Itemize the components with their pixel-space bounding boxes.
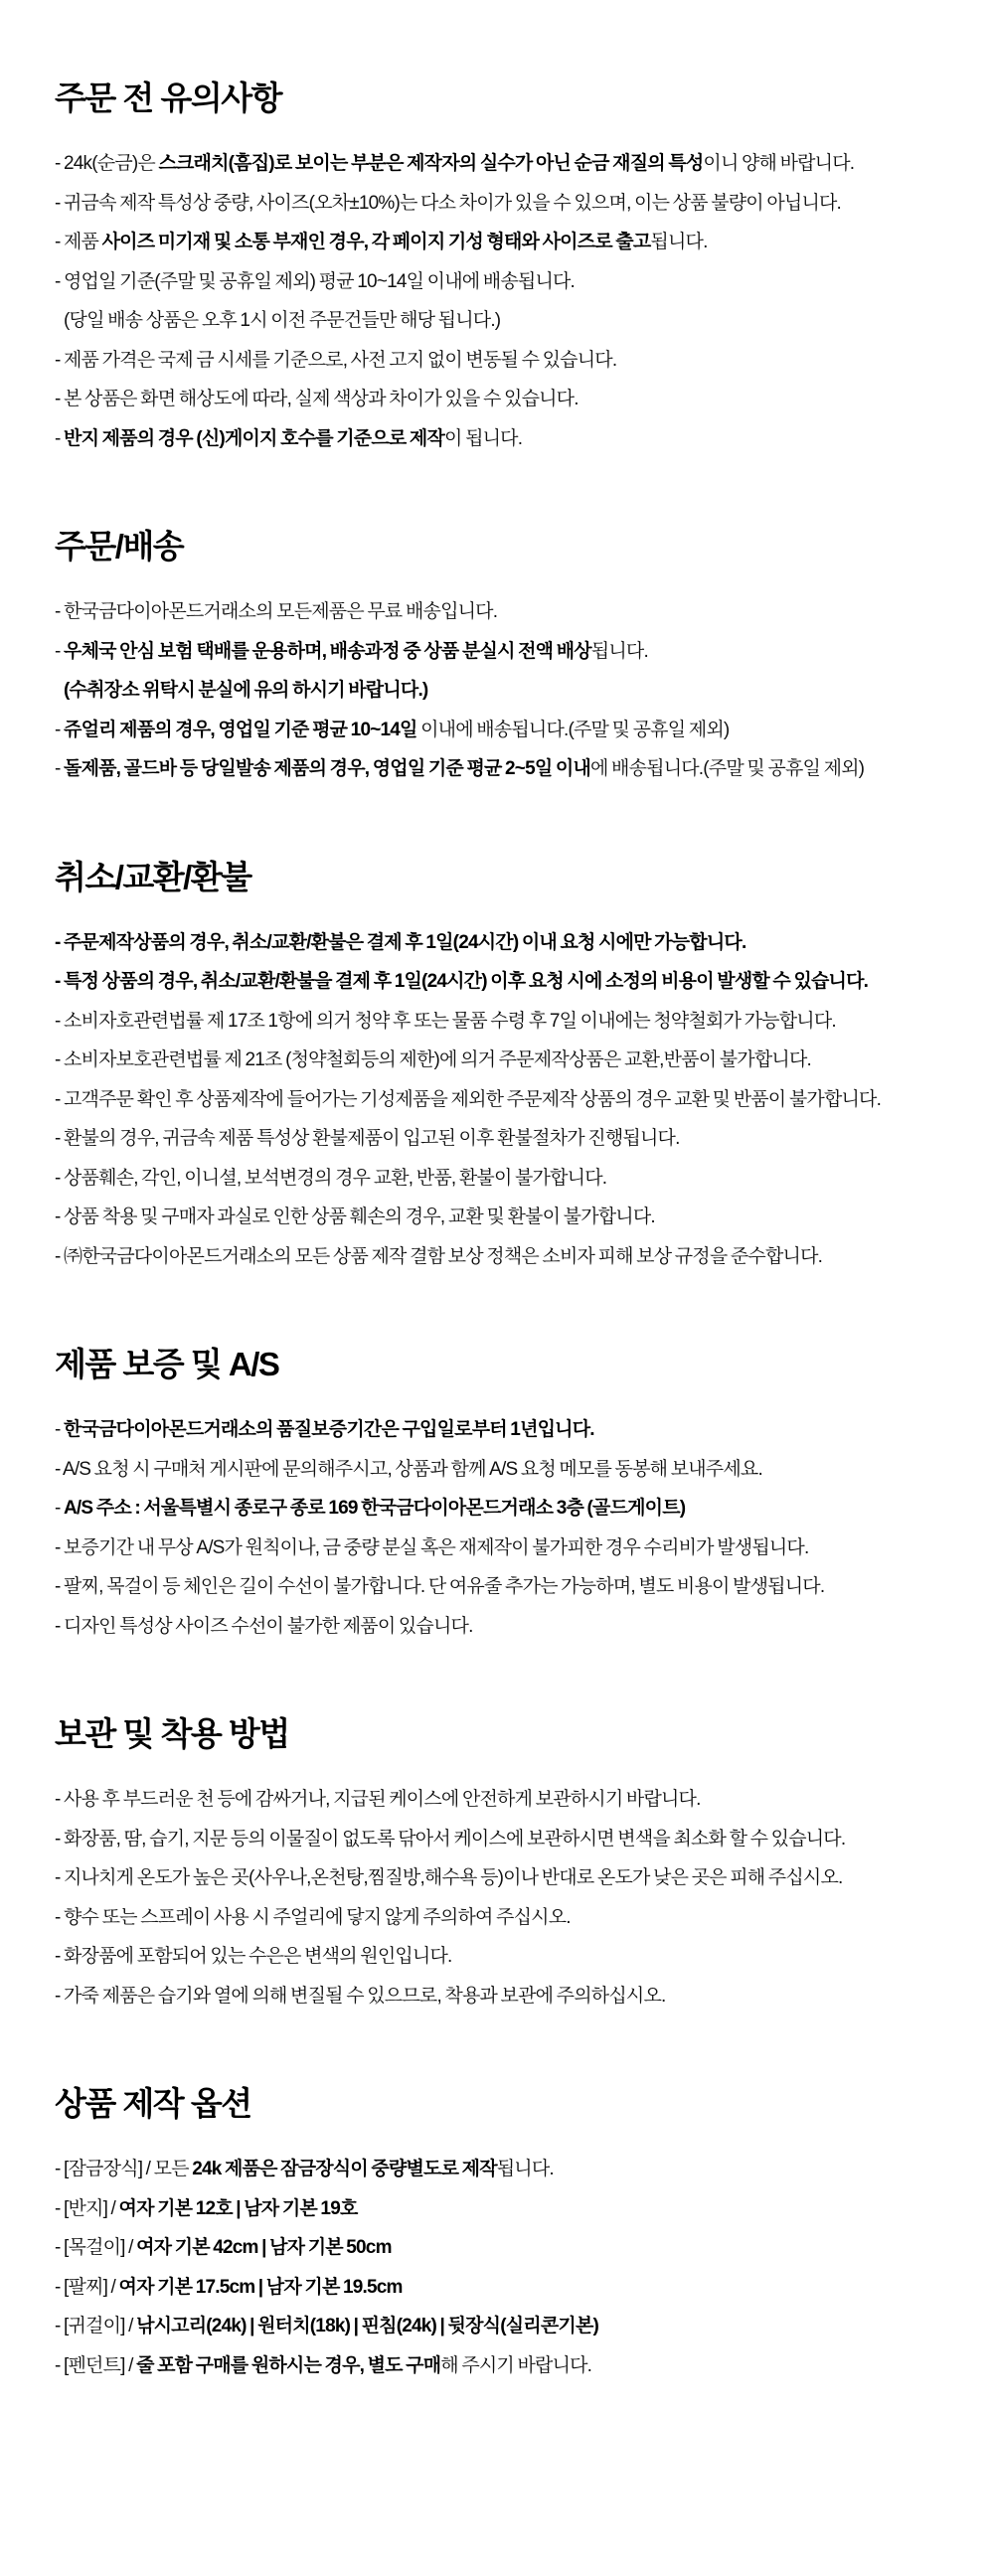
notice-line: - 상품 착용 및 구매자 과실로 인한 상품 훼손의 경우, 교환 및 환불이 불가합니다. — [55, 1207, 655, 1227]
notice-line: - ㈜한국금다이아몬드거래소의 모든 상품 제작 결함 보상 정책은 소비자 피해 보상 규정을 준수합니다. — [55, 1245, 823, 1267]
notice-line: - 사용 후 부드러운 천 등에 감싸거나, 지급된 케이스에 안전하게 보관하시기 바랍니다. — [55, 1789, 701, 1810]
notice-line: - [팔찌] / 여자 기본 17.5cm | 남자 기본 19.5cm — [55, 2276, 403, 2298]
notice-line: - 귀금속 제작 특성상 중량, 사이즈(오차±10%)는 다소 차이가 있을 수 있으며, 이는 상품 불량이 아닙니다. — [55, 192, 842, 214]
notice-line: - 주문제작상품의 경우, 취소/교환/환불은 결제 후 1일(24시간) 이내 요청 시에만 가능합니다. — [55, 931, 746, 953]
notice-line: - 소비자보호관련법률 제 21조 (청약철회등의 제한)에 의거 주문제작상품은 교환,반품이 불가합니다. — [55, 1049, 811, 1070]
notice-line: - 보증기간 내 무상 A/S가 원칙이나, 금 중량 분실 혹은 재제작이 불가피한 경우 수리비가 발생됩니다. — [55, 1536, 809, 1558]
notice-line: - [목걸이] / 여자 기본 42cm | 남자 기본 50cm — [55, 2237, 392, 2258]
section-order-notes — [55, 81, 954, 458]
notice-line: - [귀걸이] / 낚시고리(24k) | 원터치(18k) | 핀침(24k) | 뒷장식(실리콘기본) — [55, 2316, 599, 2336]
section-storage-care — [55, 1717, 954, 2015]
notice-line: - 돌제품, 골드바 등 당일발송 제품의 경우, 영업일 기준 평균 2~5일 이내에 배송됩니다.(주말 및 공휴일 제외) — [55, 758, 865, 779]
notice-line: - [잠금장식] / 모든 24k 제품은 잠금장식이 중량별도로 제작됩니다. — [55, 2159, 554, 2179]
notice-line: (수취장소 위탁시 분실에 유의 하시기 바랍니다.) — [64, 680, 428, 701]
notice-line: - 제품 가격은 국제 금 시세를 기준으로, 사전 고지 없이 변동될 수 있습니다. — [55, 349, 617, 371]
notice-line: - 가죽 제품은 습기와 열에 의해 변질될 수 있으므로, 착용과 보관에 주의하십시오. — [55, 1985, 666, 2007]
notice-line: - 상품훼손, 각인, 이니셜, 보석변경의 경우 교환, 반품, 환불이 불가합니다. — [55, 1167, 607, 1189]
section-warranty-as — [55, 1348, 954, 1646]
notice-line: - 24k(순금)은 스크래치(흠집)로 보이는 부분은 제작자의 실수가 아닌 순금 재질의 특성이니 양해 바랍니다. — [55, 153, 855, 174]
notice-line: - 한국금다이아몬드거래소의 모든제품은 무료 배송입니다. — [55, 601, 498, 622]
notice-line: - [반지] / 여자 기본 12호 | 남자 기본 19호 — [55, 2197, 358, 2219]
notice-line: - 화장품, 땀, 습기, 지문 등의 이물질이 없도록 닦아서 케이스에 보관하시면 변색을 최소화 할 수 있습니다. — [55, 1828, 846, 1850]
section-order-shipping — [55, 530, 954, 789]
notice-line: - A/S 주소 : 서울특별시 종로구 종로 169 한국금다이아몬드거래소 3층 (골드게이트) — [55, 1498, 686, 1519]
notice-line: - 소비자호관련법률 제 17조 1항에 의거 청약 후 또는 물품 수령 후 7일 이내에는 청약철회가 가능합니다. — [55, 1010, 836, 1032]
notice-line: (당일 배송 상품은 오후 1시 이전 주문건들만 해당 됩니다.) — [64, 310, 501, 331]
section-cancel-exchange-refund — [55, 858, 954, 1277]
section-product-options — [55, 2087, 954, 2385]
notice-line: - 팔찌, 목걸이 등 체인은 길이 수선이 불가합니다. 단 여유줄 추가는 가능하며, 별도 비용이 발생됩니다. — [55, 1576, 825, 1597]
notice-line: - 환불의 경우, 귀금속 제품 특성상 환불제품이 입고된 이후 환불절차가 진행됩니다. — [55, 1128, 680, 1149]
notice-line: - 반지 제품의 경우 (신)게이지 호수를 기준으로 제작이 됩니다. — [55, 427, 523, 449]
notice-line: - 한국금다이아몬드거래소의 품질보증기간은 구입일로부터 1년입니다. — [55, 1419, 594, 1440]
notice-line: - 화장품에 포함되어 있는 수은은 변색의 원인입니다. — [55, 1946, 452, 1967]
notice-line: - 본 상품은 화면 해상도에 따라, 실제 색상과 차이가 있을 수 있습니다. — [55, 389, 579, 409]
section-heading-order-shipping: 주문/배송 — [55, 528, 184, 564]
section-heading-warranty-as: 제품 보증 및 A/S — [55, 1346, 279, 1382]
section-heading-product-options: 상품 제작 옵션 — [55, 2085, 251, 2122]
notice-line: - A/S 요청 시 구매처 게시판에 문의해주시고, 상품과 함께 A/S 요청 메모를 동봉해 보내주세요. — [55, 1458, 762, 1480]
notice-line: - 영업일 기준(주말 및 공휴일 제외) 평균 10~14일 이내에 배송됩니다. — [55, 270, 576, 292]
notice-line: - 특정 상품의 경우, 취소/교환/환불을 결제 후 1일(24시간) 이후 요청 시에 소정의 비용이 발생할 수 있습니다. — [55, 971, 869, 992]
notice-line: - 지나치게 온도가 높은 곳(사우나,온천탕,찜질방,해수욕 등)이나 반대로 온도가 낮은 곳은 피해 주십시오. — [55, 1867, 843, 1888]
notice-line: - 디자인 특성상 사이즈 수선이 불가한 제품이 있습니다. — [55, 1615, 473, 1637]
section-heading-storage-care: 보관 및 착용 방법 — [55, 1715, 289, 1752]
notice-line: - [펜던트] / 줄 포함 구매를 원하시는 경우, 별도 구매해 주시기 바랍니다. — [55, 2354, 592, 2376]
notice-line: - 향수 또는 스프레이 사용 시 주얼리에 닿지 않게 주의하여 주십시오. — [55, 1906, 571, 1928]
notice-line: - 고객주문 확인 후 상품제작에 들어가는 기성제품을 제외한 주문제작 상품의 경우 교환 및 반품이 불가합니다. — [55, 1088, 882, 1110]
section-heading-order-notes: 주문 전 유의사항 — [55, 80, 281, 116]
notice-line: - 제품 사이즈 미기재 및 소통 부재인 경우, 각 페이지 기성 형태와 사이즈로 출고됩니다. — [55, 232, 708, 252]
notice-line: - 쥬얼리 제품의 경우, 영업일 기준 평균 10~14일 이내에 배송됩니다.(주말 및 공휴일 제외) — [55, 719, 730, 740]
section-heading-cancel-exchange-refund: 취소/교환/환불 — [55, 858, 251, 895]
notice-line: - 우체국 안심 보험 택배를 운용하며, 배송과정 중 상품 분실시 전액 배상됩니다. — [55, 640, 648, 662]
